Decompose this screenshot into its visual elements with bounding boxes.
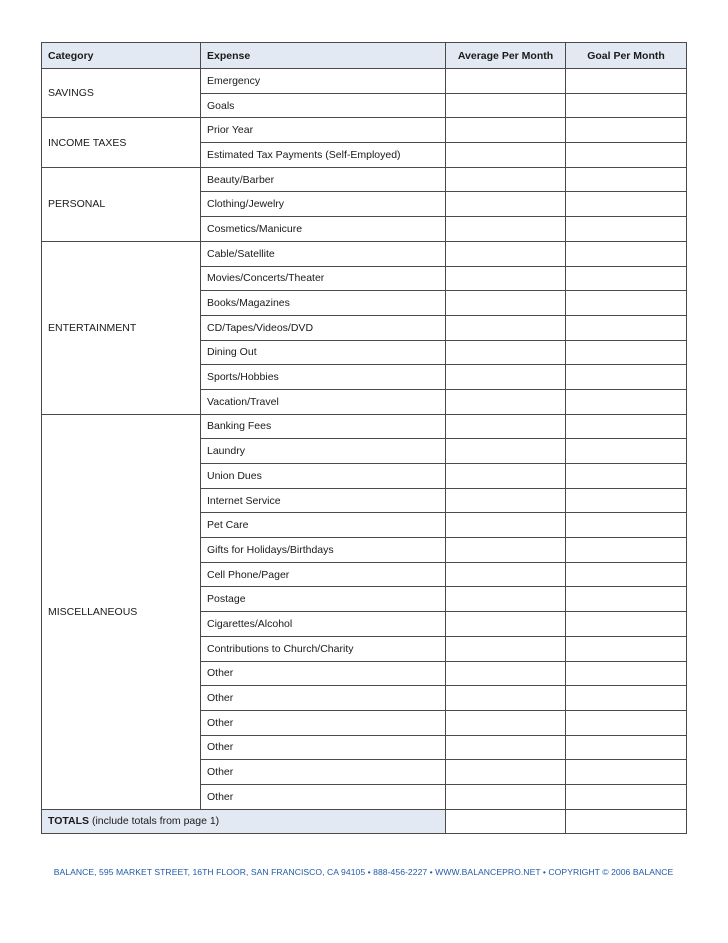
header-average-per-month: Average Per Month <box>446 43 566 69</box>
average-input-cell[interactable] <box>446 562 566 587</box>
goal-input-cell[interactable] <box>566 389 687 414</box>
goal-input-cell[interactable] <box>566 439 687 464</box>
expense-cell: Contributions to Church/Charity <box>201 636 446 661</box>
totals-label <box>42 809 446 834</box>
average-input-cell[interactable] <box>446 636 566 661</box>
expense-cell: Emergency <box>201 69 446 94</box>
expense-cell: Other <box>201 784 446 809</box>
expense-cell: Gifts for Holidays/Birthdays <box>201 538 446 563</box>
goal-input-cell[interactable] <box>566 217 687 242</box>
category-cell: ENTERTAINMENT <box>42 241 201 414</box>
goal-input-cell[interactable] <box>566 538 687 563</box>
average-input-cell[interactable] <box>446 661 566 686</box>
expense-cell: Other <box>201 661 446 686</box>
expense-cell: Internet Service <box>201 488 446 513</box>
expense-row <box>42 414 687 439</box>
goal-input-cell[interactable] <box>566 291 687 316</box>
expense-cell: Estimated Tax Payments (Self-Employed) <box>201 143 446 168</box>
expense-cell: Sports/Hobbies <box>201 365 446 390</box>
header-category: Category <box>42 43 201 69</box>
average-input-cell[interactable] <box>446 612 566 637</box>
expense-cell: Cell Phone/Pager <box>201 562 446 587</box>
goal-input-cell[interactable] <box>566 710 687 735</box>
expense-row <box>42 241 687 266</box>
goal-input-cell[interactable] <box>566 784 687 809</box>
average-input-cell[interactable] <box>446 365 566 390</box>
goal-input-cell[interactable] <box>566 266 687 291</box>
average-input-cell[interactable] <box>446 266 566 291</box>
header-expense: Expense <box>201 43 446 69</box>
average-input-cell[interactable] <box>446 69 566 94</box>
expense-cell: Other <box>201 735 446 760</box>
average-input-cell[interactable] <box>446 167 566 192</box>
header-row <box>42 43 687 69</box>
goal-input-cell[interactable] <box>566 661 687 686</box>
goal-input-cell[interactable] <box>566 315 687 340</box>
expense-cell: Movies/Concerts/Theater <box>201 266 446 291</box>
goal-input-cell[interactable] <box>566 143 687 168</box>
expense-row <box>42 69 687 94</box>
totals-title: TOTALS <box>48 815 90 828</box>
goal-input-cell[interactable] <box>566 488 687 513</box>
totals-goal-cell[interactable] <box>566 809 687 834</box>
expense-cell: Books/Magazines <box>201 291 446 316</box>
goal-input-cell[interactable] <box>566 636 687 661</box>
expense-cell: Pet Care <box>201 513 446 538</box>
average-input-cell[interactable] <box>446 587 566 612</box>
average-input-cell[interactable] <box>446 686 566 711</box>
expense-cell: Beauty/Barber <box>201 167 446 192</box>
expense-row <box>42 167 687 192</box>
average-input-cell[interactable] <box>446 241 566 266</box>
expense-cell: Laundry <box>201 439 446 464</box>
average-input-cell[interactable] <box>446 118 566 143</box>
goal-input-cell[interactable] <box>566 414 687 439</box>
expense-cell: Postage <box>201 587 446 612</box>
goal-input-cell[interactable] <box>566 612 687 637</box>
average-input-cell[interactable] <box>446 217 566 242</box>
budget-body <box>42 69 687 810</box>
expense-cell: Dining Out <box>201 340 446 365</box>
totals-note: (include totals from page 1) <box>89 815 220 828</box>
expense-row <box>42 118 687 143</box>
category-cell: SAVINGS <box>42 69 201 118</box>
average-input-cell[interactable] <box>446 464 566 489</box>
goal-input-cell[interactable] <box>566 118 687 143</box>
budget-table <box>41 42 687 834</box>
expense-cell: Vacation/Travel <box>201 389 446 414</box>
expense-cell: Banking Fees <box>201 414 446 439</box>
goal-input-cell[interactable] <box>566 241 687 266</box>
goal-input-cell[interactable] <box>566 365 687 390</box>
average-input-cell[interactable] <box>446 143 566 168</box>
expense-cell: Cable/Satellite <box>201 241 446 266</box>
average-input-cell[interactable] <box>446 192 566 217</box>
average-input-cell[interactable] <box>446 760 566 785</box>
average-input-cell[interactable] <box>446 291 566 316</box>
goal-input-cell[interactable] <box>566 760 687 785</box>
goal-input-cell[interactable] <box>566 513 687 538</box>
average-input-cell[interactable] <box>446 784 566 809</box>
expense-cell: Prior Year <box>201 118 446 143</box>
average-input-cell[interactable] <box>446 315 566 340</box>
average-input-cell[interactable] <box>446 414 566 439</box>
category-cell: INCOME TAXES <box>42 118 201 167</box>
goal-input-cell[interactable] <box>566 69 687 94</box>
goal-input-cell[interactable] <box>566 93 687 118</box>
goal-input-cell[interactable] <box>566 686 687 711</box>
page-footer: BALANCE, 595 MARKET STREET, 16TH FLOOR, SAN FRANCISCO, CA 94105 • 888-456-2227 • WWW.BALANCEPRO.NET • COPYRIGHT © 2006 BALANCE <box>53 867 674 877</box>
goal-input-cell[interactable] <box>566 587 687 612</box>
expense-cell: Cigarettes/Alcohol <box>201 612 446 637</box>
category-cell: MISCELLANEOUS <box>42 414 201 809</box>
average-input-cell[interactable] <box>446 735 566 760</box>
average-input-cell[interactable] <box>446 513 566 538</box>
expense-cell: Cosmetics/Manicure <box>201 217 446 242</box>
header-goal-per-month: Goal Per Month <box>566 43 687 69</box>
goal-input-cell[interactable] <box>566 735 687 760</box>
average-input-cell[interactable] <box>446 340 566 365</box>
average-input-cell[interactable] <box>446 488 566 513</box>
expense-cell: Other <box>201 710 446 735</box>
average-input-cell[interactable] <box>446 93 566 118</box>
average-input-cell[interactable] <box>446 439 566 464</box>
average-input-cell[interactable] <box>446 710 566 735</box>
totals-row <box>42 809 687 834</box>
category-cell: PERSONAL <box>42 167 201 241</box>
goal-input-cell[interactable] <box>566 464 687 489</box>
expense-cell: Union Dues <box>201 464 446 489</box>
goal-input-cell[interactable] <box>566 192 687 217</box>
expense-cell: CD/Tapes/Videos/DVD <box>201 315 446 340</box>
totals-average-cell[interactable] <box>446 809 566 834</box>
average-input-cell[interactable] <box>446 538 566 563</box>
goal-input-cell[interactable] <box>566 167 687 192</box>
expense-cell: Other <box>201 686 446 711</box>
expense-cell: Clothing/Jewelry <box>201 192 446 217</box>
goal-input-cell[interactable] <box>566 562 687 587</box>
expense-cell: Other <box>201 760 446 785</box>
goal-input-cell[interactable] <box>566 340 687 365</box>
expense-cell: Goals <box>201 93 446 118</box>
average-input-cell[interactable] <box>446 389 566 414</box>
